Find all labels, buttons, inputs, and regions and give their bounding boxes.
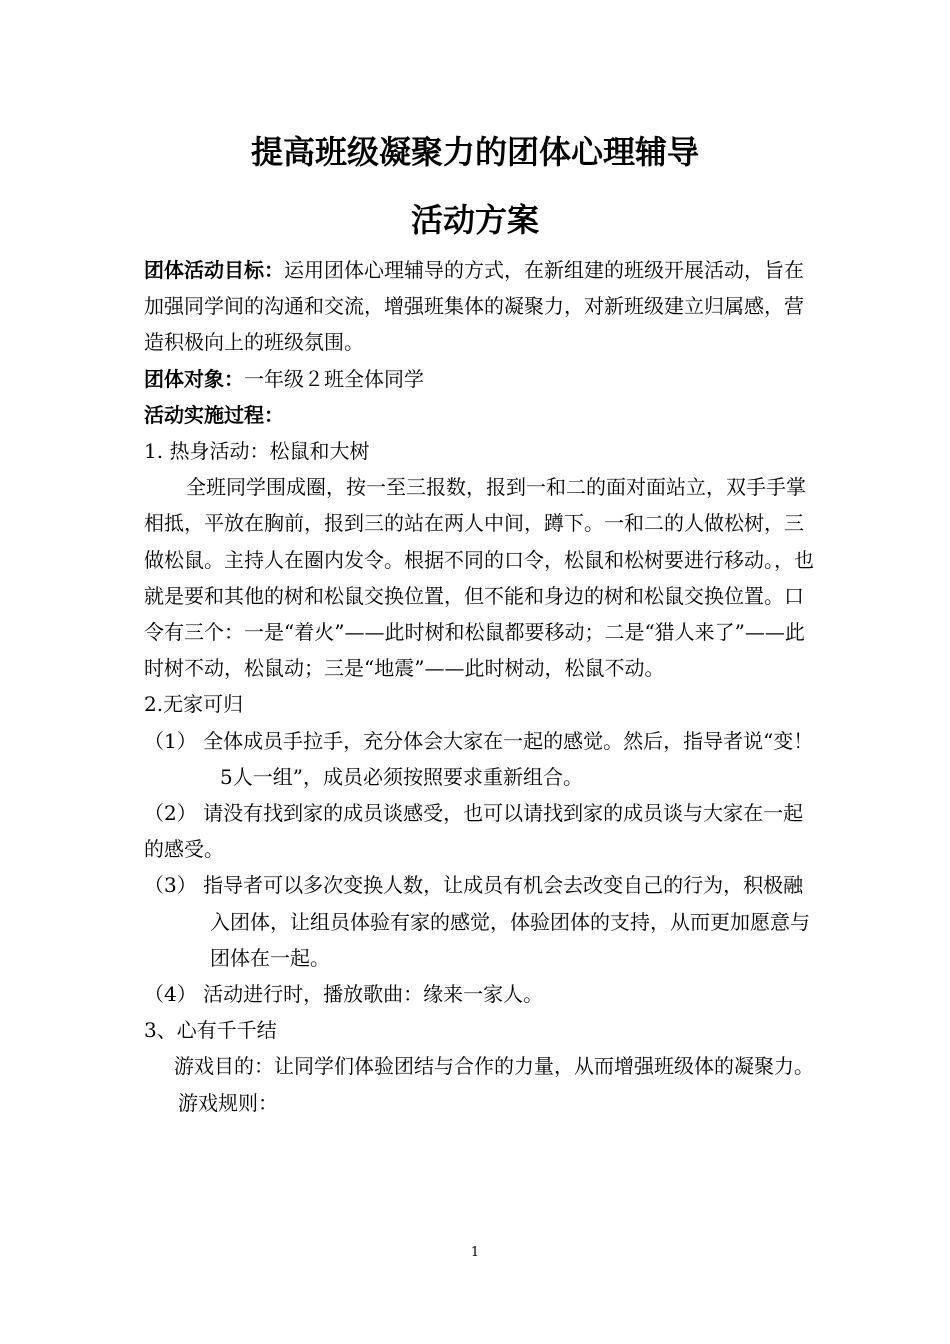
objective-paragraph [144, 252, 814, 361]
target-label: 团体对象： [144, 366, 244, 391]
page-number: 1 [470, 1245, 480, 1260]
activity3-rules: 游戏规则： [178, 1090, 278, 1115]
activity2-heading: 2.无家可归 [144, 692, 244, 717]
objective-label: 团体活动目标： [144, 258, 284, 282]
target-text: 一年级２班全体同学 [244, 366, 424, 391]
activity1-heading: 1. 热身活动：松鼠和大树 [144, 439, 370, 464]
activity1-body: 全班同学围成圈，按一至三报数，报到一和二的面对面站立，双手手掌相抵，平放在胸前，报到三的站在两人中间，蹲下。一和二的人做松树，三做松鼠。主持人在圈内发令。根据不同的口令，松鼠和松树要进行移动。，也就是要和其他的树和松鼠交换位置，但不能和身边的树和松鼠交换位置。口令有三个：一是“着火”——此时树和松鼠都要移动；二是“猎人来了”——此时树不动，松鼠动；三是“地震”——此时树动，松鼠不动。 [144, 475, 814, 681]
activity2-item-1: （1） 全体成员手拉手，充分体会大家在一起的感觉。然后，指导者说“变！5人一组”，成员必须按照要求重新组合。 [144, 728, 814, 789]
activity3-goal: 游戏目的：让同学们体验团结与合作的力量，从而增强班级体的凝聚力。 [174, 1054, 814, 1079]
activity2-item-3: （3） 指导者可以多次变换人数，让成员有机会去改变自己的行为，积极融入团体，让组员体验有家的感觉，体验团体的支持，从而更加愿意与团体在一起。 [144, 873, 810, 970]
document-body [144, 252, 814, 1121]
document-title-line2: 活动方案 [410, 201, 539, 239]
document-title-line1: 提高班级凝聚力的团体心理辅导 [250, 133, 699, 171]
objective-text: 运用团体心理辅导的方式，在新组建的班级开展活动，旨在加强同学间的沟通和交流，增强班集体的凝聚力，对新班级建立归属感，营造积极向上的班级氛围。 [144, 258, 804, 355]
activity2-item-2: （2） 请没有找到家的成员谈感受，也可以请找到家的成员谈与大家在一起的感受。 [144, 801, 804, 862]
activity3-heading: 3、心有千千结 [144, 1018, 277, 1043]
target-paragraph [144, 361, 814, 397]
process-label: 活动实施过程： [144, 402, 284, 427]
activity2-item-4: （4） 活动进行时，播放歌曲：缘来一家人。 [144, 982, 544, 1007]
